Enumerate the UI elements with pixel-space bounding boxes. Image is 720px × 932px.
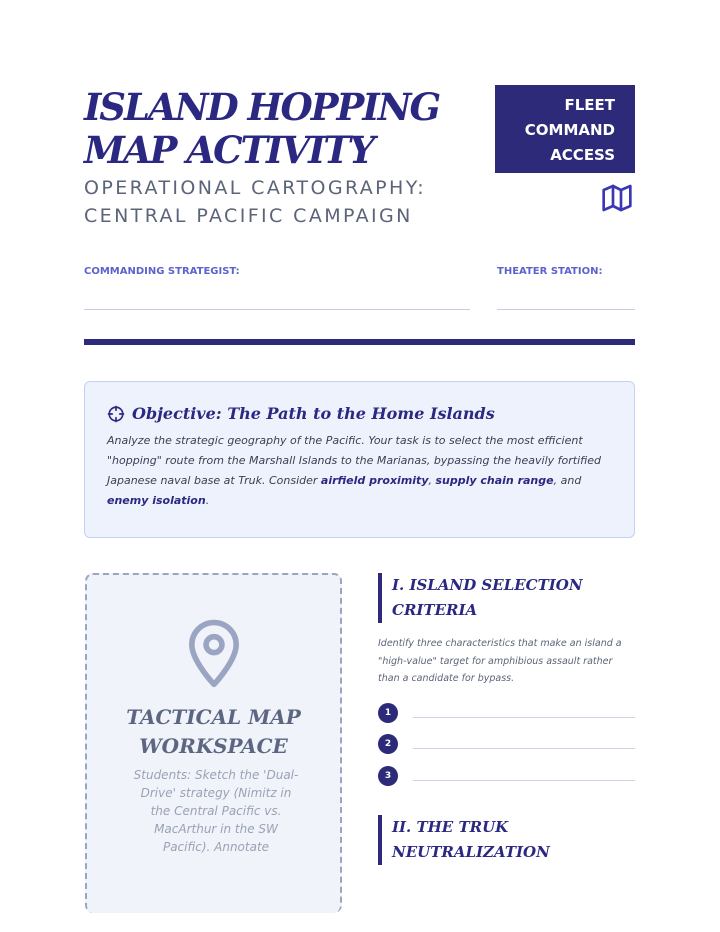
criteria-number-badge: 1 bbox=[378, 703, 398, 723]
criteria-row[interactable] bbox=[378, 766, 635, 788]
term-airfield-proximity: airfield proximity bbox=[320, 474, 429, 487]
workspace-title: TACTICAL MAP WORKSPACE bbox=[126, 705, 301, 758]
station-input-line[interactable] bbox=[497, 309, 635, 310]
objective-panel bbox=[84, 381, 635, 538]
workspace-note: Students: Sketch the 'Dual-Drive' strategy (Nimitz in the Central Pacific vs. MacArthur in the SW Pacific). Annotate bbox=[133, 768, 299, 854]
criteria-row[interactable] bbox=[378, 734, 635, 756]
strategist-label: COMMANDING STRATEGIST: bbox=[84, 266, 240, 277]
strategist-input-line[interactable] bbox=[84, 309, 470, 310]
term-enemy-isolation: enemy isolation bbox=[107, 494, 206, 507]
station-label: THEATER STATION: bbox=[497, 266, 603, 277]
section-1-title: I. ISLAND SELECTION CRITERIA bbox=[378, 573, 635, 623]
objective-body: Analyze the strategic geography of the Pacific. Your task is to select the most efficient "hopping" route from the Marshall Islands to the Marianas, bypassing the heavily fortified Japanese naval base at Truk. Consider airfield proximity, supply chain range, and enemy isolation. bbox=[107, 434, 602, 507]
access-line-3: ACCESS bbox=[550, 146, 615, 164]
section-1-note: Identify three characteristics that make an island a "high-value" target for amphibious assault rather than a candidate for bypass. bbox=[378, 638, 622, 684]
criteria-answer-line[interactable] bbox=[413, 780, 635, 781]
access-line-1: FLEET bbox=[564, 96, 615, 114]
criteria-number-badge: 3 bbox=[378, 766, 398, 786]
criteria-answer-line[interactable] bbox=[413, 748, 635, 749]
map-icon bbox=[601, 182, 633, 214]
tactical-map-workspace[interactable] bbox=[85, 573, 342, 913]
criteria-answer-line[interactable] bbox=[413, 717, 635, 718]
header-divider bbox=[84, 339, 635, 345]
term-supply-chain-range: supply chain range bbox=[435, 474, 554, 487]
access-line-2: COMMAND bbox=[524, 121, 615, 139]
map-pin-icon bbox=[186, 619, 242, 689]
crosshair-icon bbox=[107, 405, 125, 423]
criteria-row[interactable] bbox=[378, 703, 635, 725]
objective-title: Objective: The Path to the Home Islands bbox=[132, 404, 495, 423]
page-title: ISLAND HOPPING MAP ACTIVITY bbox=[84, 85, 440, 172]
page-subtitle: OPERATIONAL CARTOGRAPHY: CENTRAL PACIFIC CAMPAIGN bbox=[84, 177, 426, 227]
fleet-command-access-badge[interactable] bbox=[495, 85, 635, 173]
criteria-number-badge: 2 bbox=[378, 734, 398, 754]
section-2-title: II. THE TRUK NEUTRALIZATION bbox=[378, 815, 635, 865]
